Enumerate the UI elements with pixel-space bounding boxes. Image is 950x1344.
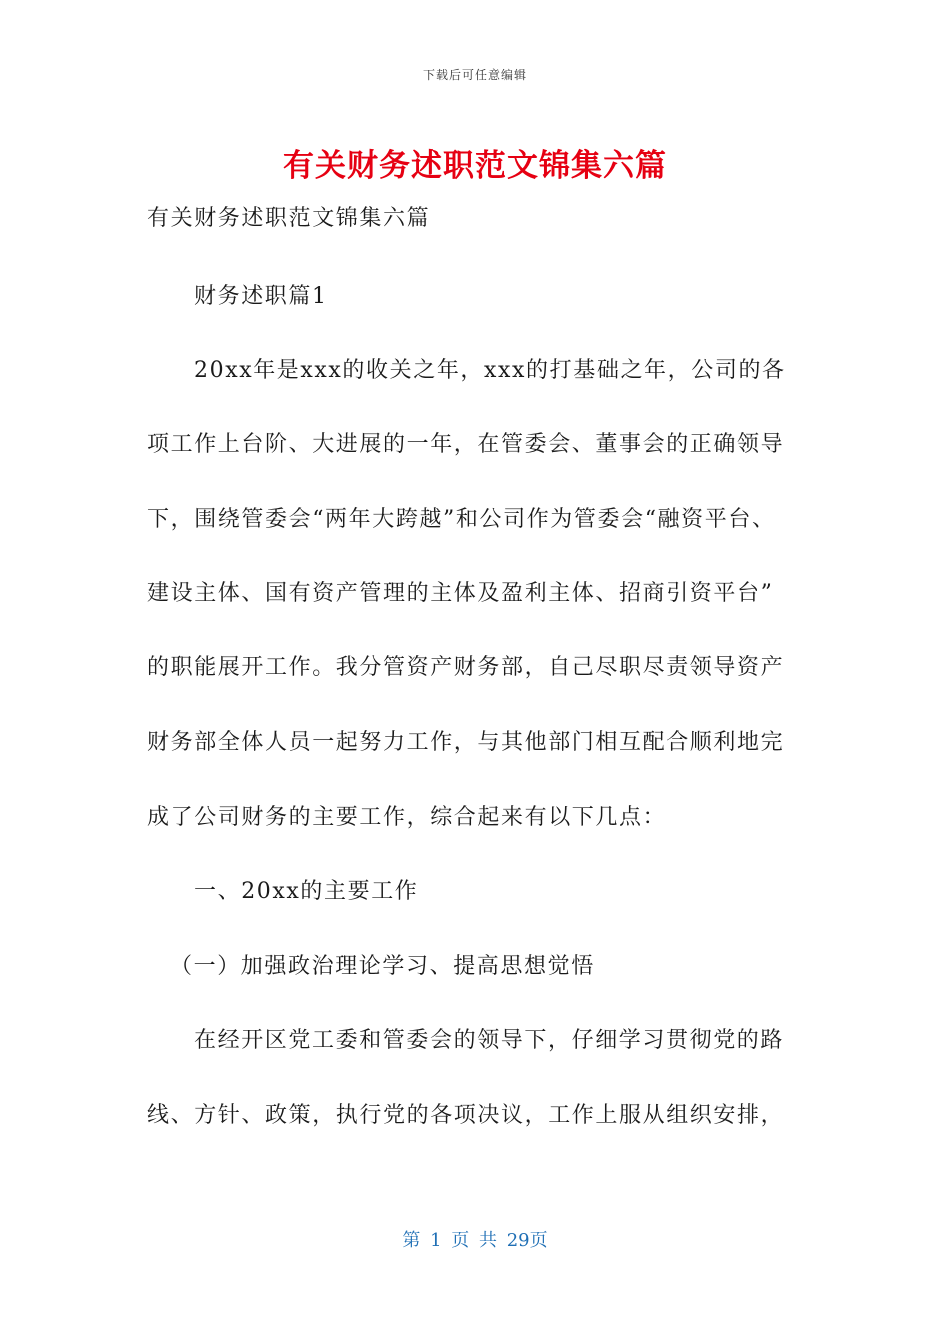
subsection-heading: （一）加强政治理论学习、提高思想觉悟 (170, 954, 595, 979)
paragraph-line: 的职能展开工作。我分管资产财务部，自己尽职尽责领导资产 (147, 655, 785, 680)
document-title: 有关财务述职范文锦集六篇 (283, 148, 667, 184)
paragraph-line: 20xx年是xxx的收关之年，xxx的打基础之年，公司的各 (194, 358, 786, 383)
header-note: 下载后可任意编辑 (422, 68, 527, 82)
paragraph-line: 项工作上台阶、大进展的一年，在管委会、董事会的正确领导 (147, 432, 785, 457)
body-line-subtitle: 有关财务述职范文锦集六篇 (147, 206, 431, 231)
paragraph-line: 成了公司财务的主要工作，综合起来有以下几点： (147, 805, 667, 830)
paragraph-line: 财务部全体人员一起努力工作，与其他部门相互配合顺利地完 (147, 730, 785, 755)
section-heading: 财务述职篇1 (194, 284, 328, 309)
paragraph-line: 在经开区党工委和管委会的领导下，仔细学习贯彻党的路 (194, 1028, 785, 1053)
paragraph-line: 下，围绕管委会“两年大跨越”和公司作为管委会“融资平台、 (147, 507, 776, 532)
page-number-footer: 第 1 页 共 29页 (402, 1230, 548, 1251)
paragraph-line: 线、方针、政策，执行党的各项决议，工作上服从组织安排， (147, 1103, 785, 1128)
paragraph-line: 建设主体、国有资产管理的主体及盈利主体、招商引资平台” (147, 581, 774, 606)
subsection-heading: 一、20xx的主要工作 (194, 879, 419, 904)
